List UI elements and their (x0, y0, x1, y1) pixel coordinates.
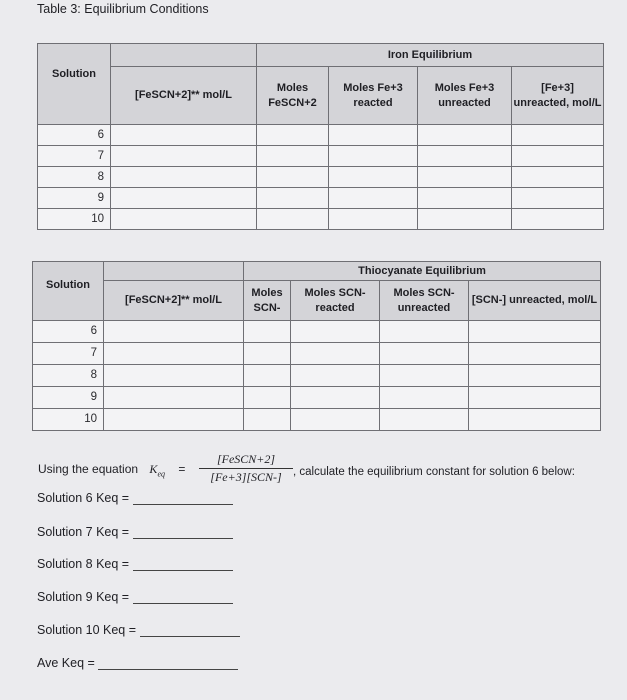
table-row (38, 146, 604, 167)
input-cell[interactable] (291, 321, 380, 343)
input-cell[interactable] (512, 209, 604, 230)
table-row (33, 365, 601, 387)
k-subscript: eq (157, 469, 165, 479)
answer-line (37, 589, 233, 604)
input-cell[interactable] (111, 125, 257, 146)
input-cell[interactable] (104, 387, 244, 409)
table-row (33, 343, 601, 365)
input-cell[interactable] (329, 125, 418, 146)
equation-intro (38, 462, 185, 478)
input-cell[interactable] (244, 409, 291, 431)
input-cell[interactable] (418, 167, 512, 188)
equals-sign: = (178, 462, 186, 476)
header-fescn-conc: [FeSCN+2]** mol/L (104, 281, 244, 321)
input-cell[interactable] (104, 365, 244, 387)
answer-blank[interactable] (133, 524, 233, 539)
input-cell[interactable] (469, 321, 601, 343)
input-cell[interactable] (512, 167, 604, 188)
input-cell[interactable] (111, 146, 257, 167)
input-cell[interactable] (257, 188, 329, 209)
thiocyanate-equilibrium-table (32, 261, 601, 431)
thiocyanate-group-title: Thiocyanate Equilibrium (244, 262, 601, 281)
input-cell[interactable] (469, 343, 601, 365)
input-cell[interactable] (380, 321, 469, 343)
answer-label: Solution 9 Keq = (37, 590, 130, 604)
answer-blank[interactable] (98, 655, 238, 670)
header-spacer (104, 262, 244, 281)
header-solution: Solution (33, 262, 104, 321)
row-solution-number: 9 (33, 387, 104, 409)
input-cell[interactable] (512, 146, 604, 167)
input-cell[interactable] (418, 125, 512, 146)
row-solution-number: 10 (33, 409, 104, 431)
answer-line (37, 556, 233, 571)
input-cell[interactable] (291, 365, 380, 387)
header-fe-conc-unreacted: [Fe+3] unreacted, mol/L (512, 67, 604, 125)
input-cell[interactable] (244, 365, 291, 387)
answer-label: Solution 8 Keq = (37, 557, 130, 571)
header-fescn-conc: [FeSCN+2]** mol/L (111, 67, 257, 125)
input-cell[interactable] (257, 125, 329, 146)
header-moles-scn-reacted: Moles SCN- reacted (291, 281, 380, 321)
input-cell[interactable] (329, 188, 418, 209)
equation-instruction: , calculate the equilibrium constant for solution 6 below: (293, 466, 575, 478)
input-cell[interactable] (291, 409, 380, 431)
input-cell[interactable] (380, 387, 469, 409)
input-cell[interactable] (512, 125, 604, 146)
table-row (38, 209, 604, 230)
fraction-numerator: [FeSCN+2] (199, 452, 293, 469)
table-row (33, 321, 601, 343)
input-cell[interactable] (111, 167, 257, 188)
input-cell[interactable] (257, 167, 329, 188)
header-moles-scn: Moles SCN- (244, 281, 291, 321)
row-solution-number: 7 (33, 343, 104, 365)
fraction-denominator: [Fe+3][SCN-] (210, 470, 282, 484)
row-solution-number: 10 (38, 209, 111, 230)
answer-blank[interactable] (133, 490, 233, 505)
input-cell[interactable] (104, 409, 244, 431)
input-cell[interactable] (244, 387, 291, 409)
input-cell[interactable] (111, 188, 257, 209)
input-cell[interactable] (469, 409, 601, 431)
input-cell[interactable] (329, 146, 418, 167)
table-row (33, 409, 601, 431)
header-moles-fe-unreacted: Moles Fe+3 unreacted (418, 67, 512, 125)
input-cell[interactable] (469, 387, 601, 409)
table-row (33, 387, 601, 409)
answer-label: Solution 6 Keq = (37, 491, 130, 505)
table-row (38, 167, 604, 188)
header-moles-fescn: Moles FeSCN+2 (257, 67, 329, 125)
answer-line (37, 524, 233, 539)
input-cell[interactable] (418, 146, 512, 167)
input-cell[interactable] (329, 167, 418, 188)
answer-label: Solution 10 Keq = (37, 623, 137, 637)
answer-line (37, 490, 233, 505)
answer-blank[interactable] (133, 589, 233, 604)
input-cell[interactable] (104, 321, 244, 343)
header-scn-conc-unreacted: [SCN-] unreacted, mol/L (469, 281, 601, 321)
input-cell[interactable] (380, 409, 469, 431)
answer-line (37, 622, 240, 637)
header-spacer (111, 44, 257, 67)
keq-fraction (199, 452, 293, 485)
answer-label: Ave Keq = (37, 656, 95, 670)
row-solution-number: 8 (38, 167, 111, 188)
answer-label: Solution 7 Keq = (37, 525, 130, 539)
input-cell[interactable] (380, 365, 469, 387)
row-solution-number: 9 (38, 188, 111, 209)
input-cell[interactable] (291, 343, 380, 365)
table-row (38, 188, 604, 209)
input-cell[interactable] (469, 365, 601, 387)
input-cell[interactable] (418, 209, 512, 230)
iron-group-title: Iron Equilibrium (257, 44, 604, 67)
equation-intro-text: Using the equation (38, 462, 139, 476)
row-solution-number: 7 (38, 146, 111, 167)
input-cell[interactable] (257, 209, 329, 230)
page-title: Table 3: Equilibrium Conditions (37, 2, 209, 16)
k-symbol: $K_{eq}$ (149, 462, 165, 479)
input-cell[interactable] (291, 387, 380, 409)
input-cell[interactable] (111, 209, 257, 230)
answer-line (37, 655, 238, 670)
answer-blank[interactable] (133, 556, 233, 571)
input-cell[interactable] (380, 343, 469, 365)
input-cell[interactable] (244, 343, 291, 365)
input-cell[interactable] (257, 146, 329, 167)
input-cell[interactable] (329, 209, 418, 230)
row-solution-number: 8 (33, 365, 104, 387)
input-cell[interactable] (418, 188, 512, 209)
iron-equilibrium-table (37, 43, 604, 230)
header-solution: Solution (38, 44, 111, 125)
header-moles-scn-unreacted: Moles SCN- unreacted (380, 281, 469, 321)
row-solution-number: 6 (33, 321, 104, 343)
input-cell[interactable] (104, 343, 244, 365)
input-cell[interactable] (512, 188, 604, 209)
header-moles-fe-reacted: Moles Fe+3 reacted (329, 67, 418, 125)
answer-blank[interactable] (140, 622, 240, 637)
input-cell[interactable] (244, 321, 291, 343)
table-row (38, 125, 604, 146)
row-solution-number: 6 (38, 125, 111, 146)
